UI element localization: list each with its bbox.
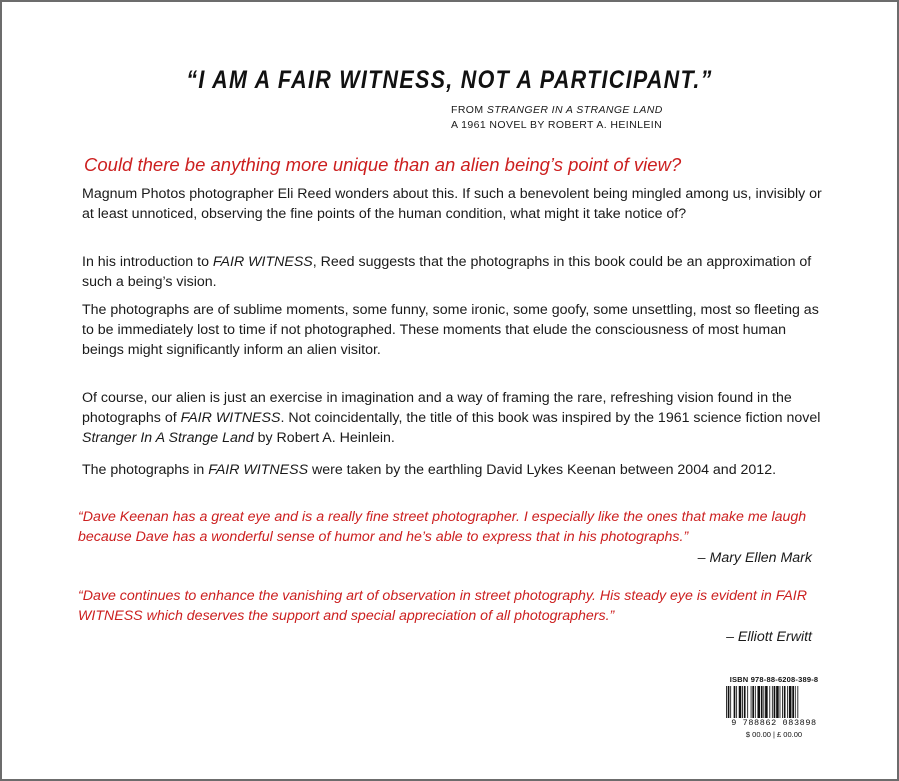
barcode-bar [726,686,727,718]
barcode-bar [795,686,796,718]
barcode-bar [742,686,743,718]
barcode-bar [772,686,773,718]
barcode-bar [744,686,746,718]
price-label: $ 00.00 | £ 00.00 [745,730,803,739]
barcode-bar [763,686,764,718]
barcode-bar [776,686,779,718]
blurb-quote: “Dave Keenan has a great eye and is a really fine street photographer. I especially like the ones that make me laugh because Dave has a wonderful sense of humor and he’s able to express that in his photographs.” [78,509,807,545]
barcode-bar [728,686,730,718]
blurb-quote: “Dave continues to enhance the vanishing art of observation in street photography. His steady eye is evident in FAIR WITNESS which deserves the support and special appreciation of all photographers.” [78,588,807,624]
barcode-bar [780,686,781,718]
barcode-bar [787,686,788,718]
paragraph-4: Of course, our alien is just an exercise in imagination and a way of framing the rare, refreshing vision found in the photographs of FAIR WITNESS. Not coincidentally, the title of this book was inspired by the 1961 science fiction novel Stranger In A Strange Land by Robert A. Heinlein. [82,390,821,446]
paragraph-3: The photographs are of sublime moments, some funny, some ironic, some goofy, some unsettling, most so fleeting as to be immediately lost to time if not photographed. These moments that elude the consciousness of most human beings might significantly inform an alien visitor. [82,302,819,358]
barcode-bar [747,686,748,718]
barcode-bar [784,686,786,718]
blurb-attribution: – Elliott Erwitt [726,629,812,645]
isbn-label: ISBN 978-88-6208-389-8 [729,675,819,684]
novel-title: Stranger In A Strange Land [82,430,254,446]
barcode-number: 9 788862 083898 [731,718,817,728]
book-title: FAIR WITNESS [212,254,313,270]
barcode-bar [782,686,783,718]
barcode-icon [724,686,824,718]
barcode-bar [736,686,737,718]
epigraph-source-line1: FROM STRANGER IN A STRANGE LAND [451,104,663,116]
epigraph-source [451,103,663,133]
barcode-bar [739,686,742,718]
paragraph-1: Magnum Photos photographer Eli Reed wonders about this. If such a benevolent being mingled among us, invisibly or at least unnoticed, observing the fine points of the human condition, what might it take notice of? [82,186,822,222]
barcode-bar [789,686,792,718]
barcode-block [724,675,824,745]
barcode-bar [755,686,756,718]
barcode-bar [765,686,768,718]
barcode-bar [761,686,763,718]
barcode-bar [792,686,794,718]
barcode-bar [757,686,760,718]
barcode-bar [774,686,776,718]
paragraph-2: In his introduction to FAIR WITNESS, Reed suggests that the photographs in this book could be an approximation of such a being’s vision. [82,254,812,290]
barcode-bar [730,686,731,718]
book-title: FAIR WITNESS [208,462,309,478]
novel-title: STRANGER IN A STRANGE LAND [486,104,663,116]
book-title: FAIR WITNESS [180,410,281,426]
paragraph-5: The photographs in FAIR WITNESS were taken by the earthling David Lykes Keenan between 2004 and 2012. [82,462,777,478]
blurb-attribution: – Mary Ellen Mark [697,550,812,566]
barcode-bar [734,686,736,718]
barcode-bar [797,686,798,718]
epigraph-source-line2: A 1961 NOVEL BY ROBERT A. HEINLEIN [451,119,663,131]
headline: Could there be anything more unique than an alien being’s point of view? [84,154,682,175]
barcode-bar [751,686,752,718]
barcode-bar [769,686,770,718]
barcode-bar [752,686,754,718]
epigraph-quote: “I AM A FAIR WITNESS, NOT A PARTICIPANT.” [186,66,713,94]
